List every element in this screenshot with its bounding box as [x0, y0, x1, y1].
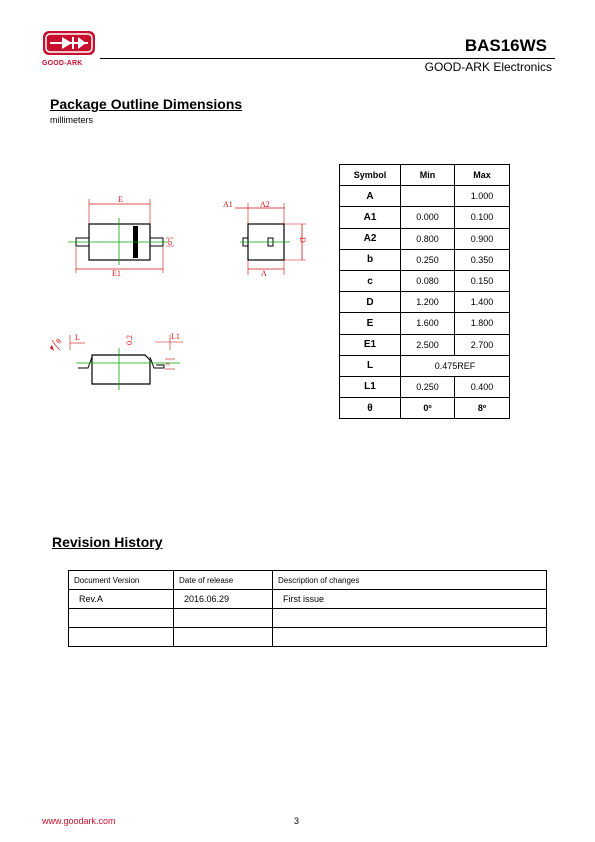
- min-cell: 1.200: [401, 292, 455, 313]
- min-cell: 0º: [401, 398, 455, 419]
- symbol-cell: θ: [340, 398, 401, 419]
- top-view-drawing: [68, 195, 174, 278]
- dim-label-b: b: [168, 238, 172, 247]
- symbol-cell: L1: [340, 376, 401, 397]
- symbol-cell: A: [340, 186, 401, 207]
- revision-heading: Revision History: [52, 534, 163, 550]
- max-cell: 0.400: [455, 376, 510, 397]
- table-header-row: [340, 165, 510, 186]
- dim-label-L1: L1: [171, 332, 180, 341]
- revision-table: [68, 570, 547, 647]
- min-cell: 0.000: [401, 207, 455, 228]
- dim-label-D: D: [298, 237, 307, 243]
- table-row: [340, 228, 510, 249]
- symbol-cell: A2: [340, 228, 401, 249]
- company-name: GOOD-ARK Electronics: [424, 60, 552, 74]
- version-cell: [69, 609, 174, 628]
- table-row: [340, 313, 510, 334]
- description-cell: [273, 609, 547, 628]
- description-cell: [273, 628, 547, 647]
- revision-row: [69, 609, 547, 628]
- header-document-version: Document Version: [69, 571, 174, 590]
- min-cell: 2.500: [401, 334, 455, 355]
- min-cell: 0.800: [401, 228, 455, 249]
- page-number: 3: [294, 816, 300, 826]
- max-cell: 8º: [455, 398, 510, 419]
- table-row: [340, 355, 510, 376]
- footer-website-link[interactable]: www.goodark.com: [42, 816, 116, 826]
- dim-label-E: E: [118, 195, 123, 204]
- dim-label-A1: A1: [223, 200, 233, 209]
- revision-header-row: [69, 571, 547, 590]
- max-cell: 1.800: [455, 313, 510, 334]
- min-cell: 1.600: [401, 313, 455, 334]
- header-max: Max: [455, 165, 510, 186]
- package-heading: Package Outline Dimensions: [50, 96, 243, 112]
- max-cell: 0.350: [455, 249, 510, 270]
- date-cell: 2016.06.29: [174, 590, 273, 609]
- revision-row: [69, 590, 547, 609]
- units-label: millimeters: [50, 115, 94, 125]
- table-row: [340, 334, 510, 355]
- min-cell: 0.250: [401, 376, 455, 397]
- table-row: [340, 376, 510, 397]
- max-cell: 0.100: [455, 207, 510, 228]
- dimension-table: [339, 164, 510, 419]
- table-row: [340, 270, 510, 291]
- ref-cell: 0.475REF: [401, 355, 510, 376]
- date-cell: [174, 609, 273, 628]
- description-cell: First issue: [273, 590, 547, 609]
- company-logo: [42, 30, 96, 56]
- min-cell: 0.080: [401, 270, 455, 291]
- table-row: [340, 292, 510, 313]
- symbol-cell: A1: [340, 207, 401, 228]
- max-cell: 0.150: [455, 270, 510, 291]
- symbol-cell: D: [340, 292, 401, 313]
- dim-label-A2: A2: [260, 200, 270, 209]
- max-cell: 1.400: [455, 292, 510, 313]
- table-row: [340, 398, 510, 419]
- max-cell: 0.900: [455, 228, 510, 249]
- version-cell: Rev.A: [69, 590, 174, 609]
- dim-label-gauge: 0.2: [125, 335, 134, 345]
- side-view-drawing: [223, 200, 307, 278]
- dim-label-c: c: [164, 363, 172, 367]
- end-view-drawing: [50, 332, 183, 390]
- dim-label-L: L: [75, 333, 80, 342]
- logo-text: GOOD-ARK: [42, 60, 83, 67]
- dim-label-A: A: [261, 269, 267, 278]
- header-description: Description of changes: [273, 571, 547, 590]
- table-row: [340, 249, 510, 270]
- header-rule: [100, 58, 555, 59]
- min-cell: 0.250: [401, 249, 455, 270]
- part-number: BAS16WS: [464, 36, 547, 55]
- max-cell: 1.000: [455, 186, 510, 207]
- revision-row: [69, 628, 547, 647]
- symbol-cell: b: [340, 249, 401, 270]
- symbol-cell: c: [340, 270, 401, 291]
- header-date-of-release: Date of release: [174, 571, 273, 590]
- header-symbol: Symbol: [340, 165, 401, 186]
- symbol-cell: E1: [340, 334, 401, 355]
- date-cell: [174, 628, 273, 647]
- min-cell: [401, 186, 455, 207]
- table-row: [340, 207, 510, 228]
- table-row: [340, 186, 510, 207]
- package-drawings: [40, 185, 330, 395]
- symbol-cell: E: [340, 313, 401, 334]
- version-cell: [69, 628, 174, 647]
- dim-label-theta: θ: [54, 336, 64, 346]
- max-cell: 2.700: [455, 334, 510, 355]
- symbol-cell: L: [340, 355, 401, 376]
- dim-label-E1: E1: [112, 269, 121, 278]
- header-min: Min: [401, 165, 455, 186]
